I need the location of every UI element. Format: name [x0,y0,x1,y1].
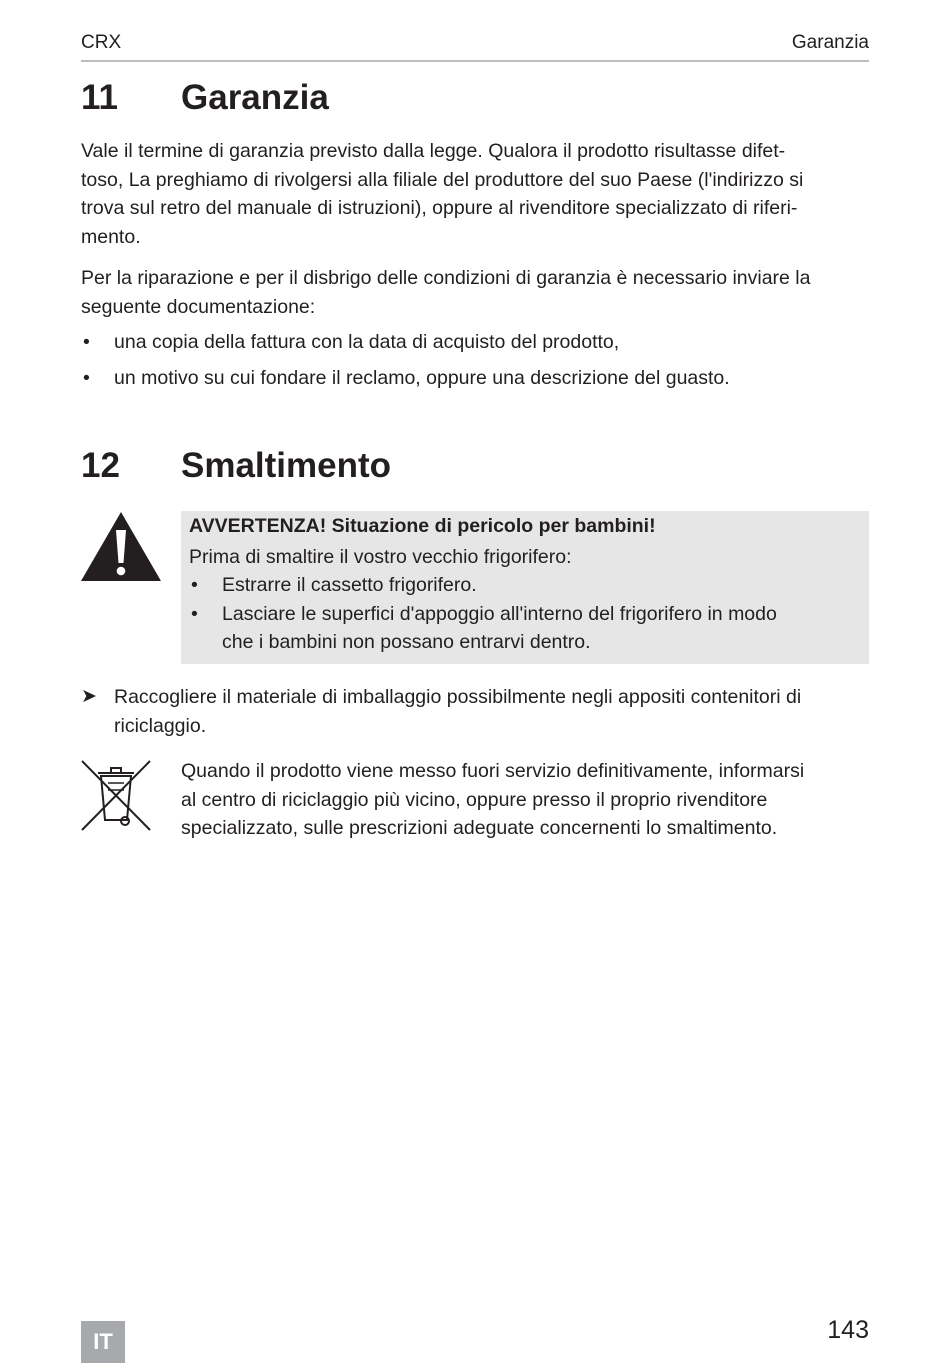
list-item [81,364,873,393]
section-number: 12 [81,446,120,485]
list-item-text: Estrarre il cassetto frigorifero. [222,574,477,596]
text-line: Per la riparazione e per il disbrigo delle condizioni di garanzia è necessario inviare la [81,267,811,289]
text-line: trova sul retro del manuale di istruzioni), oppure al rivenditore specializzato di riferi- [81,197,798,219]
section-title: Smaltimento [181,446,392,485]
crossed-out-wheelie-bin-icon [80,758,152,833]
warranty-paragraph [81,137,873,251]
warning-title: AVVERTENZA! Situazione di pericolo per bambini! [189,515,656,537]
disposal-note [181,757,804,843]
text-line: Quando il prodotto viene messo fuori servizio definitivamente, informarsi [181,760,805,782]
text-line: Vale il termine di garanzia previsto dalla legge. Qualora il prodotto risultasse difet- [81,140,786,162]
page-header [81,30,869,62]
text-line: riciclaggio. [114,714,207,737]
repair-paragraph [81,264,873,321]
arrow-right-icon: ➤ [81,686,97,707]
list-item [189,571,777,600]
text-line: Raccogliere il materiale di imballaggio possibilmente negli appositi contenitori di [114,686,802,708]
list-item [81,328,873,357]
list-item-text: Lasciare le superfici d'appoggio all'interno del frigorifero in modo [222,602,777,625]
list-item-text: un motivo su cui fondare il reclamo, oppure una descrizione del guasto. [114,366,730,389]
section-title: Garanzia [181,78,329,117]
warning-box [181,511,869,664]
list-item [189,600,777,657]
text-line: seguente documentazione: [81,295,316,318]
text-line: specializzato, sulle prescrizioni adeguate concernenti lo smaltimento. [181,817,778,839]
list-item-text: una copia della fattura con la data di acquisto del prodotto, [114,331,620,353]
bullet-icon: • [191,602,198,625]
section-number: 11 [81,78,118,117]
bullet-icon: • [191,574,198,596]
bullet-icon: • [83,366,90,389]
list-item-text: che i bambini non possano entrarvi dentro. [222,631,591,653]
warning-triangle-icon [80,510,162,583]
language-badge: IT [81,1321,125,1363]
warning-list [189,571,777,657]
page-number: 143 [827,1316,869,1344]
documentation-list [81,328,873,399]
header-section: Garanzia [791,32,869,53]
text-line: mento. [81,225,141,248]
text-line: toso, La preghiamo di rivolgersi alla filiale del produttore del suo Paese (l'indirizzo si [81,168,804,191]
warning-intro: Prima di smaltire il vostro vecchio frigorifero: [189,546,572,568]
step-text [114,683,801,740]
header-model: CRX [81,32,122,53]
text-line: al centro di riciclaggio più vicino, oppure presso il proprio rivenditore [181,788,768,811]
bullet-icon: • [83,331,90,353]
